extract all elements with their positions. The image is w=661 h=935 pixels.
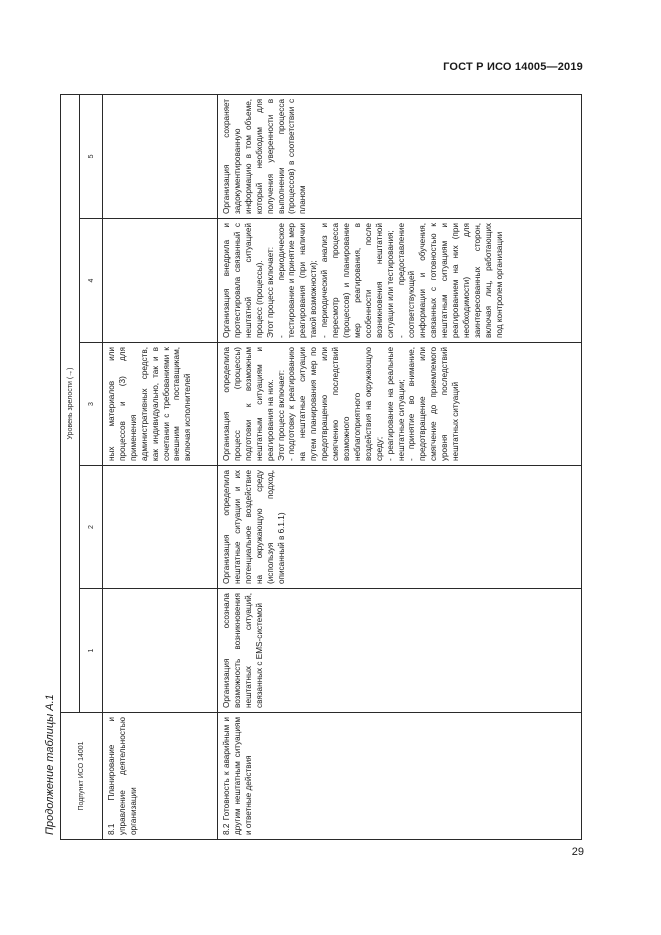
rotated-table-container xyxy=(60,95,582,840)
level-cell xyxy=(103,589,218,713)
level-header: Уровень зрелости (→) xyxy=(61,94,80,712)
level-cell: Организация определила нештатные ситуации и их потенциальное воздействие на окружающую среду (используя подход, описанный в 6.1.1) xyxy=(218,466,582,589)
cell-line: Организация внедрила и протестировала связанный с нештатной ситуацией процесс (процессы). xyxy=(222,223,264,338)
level-number: 5 xyxy=(80,94,103,218)
subclause-header: Подпункт ИСО 14001 xyxy=(61,713,103,840)
level-cell: ных материалов или процессов и (3) для применения административных средств, как индивидуально, так и в сочетании с требованиями к внешним поставщикам, включая исполнителей xyxy=(103,343,218,466)
page-number: 29 xyxy=(571,846,584,858)
subclause-cell: 8.2 Готовность к аварийным и другим нештатным ситуациям и ответные действия xyxy=(218,713,582,840)
standard-header: ГОСТ Р ИСО 14005—2019 xyxy=(443,61,583,73)
table-row xyxy=(218,94,582,839)
cell-line: Этот процесс включает: xyxy=(265,247,275,338)
cell-line: - предоставление соответствующей информации и обучения, связанных с готовностью к нештатным ситуациям и реагированием на них (при необходимости) для заинтересованных сторон, включая лиц, работающих под контролем организации xyxy=(396,223,504,338)
cell-line: - периодическое тестирование и принятие мер реагирования (при наличии такой возможности); xyxy=(276,223,319,338)
level-number: 1 xyxy=(80,589,103,713)
cell-line: Этот процесс включает: xyxy=(276,370,286,461)
level-cell xyxy=(218,343,582,466)
cell-line: Организация определила процесс (процессы) подготовки к возможным нештатным ситуациям и реагирования на них. xyxy=(222,347,275,461)
level-cell: Организация осознала возможность возникновения нештатных ситуаций, связанных с EMS-системой xyxy=(218,589,582,713)
level-cell xyxy=(103,466,218,589)
table-row xyxy=(103,94,218,839)
level-number: 4 xyxy=(80,219,103,343)
level-cell xyxy=(103,219,218,343)
maturity-table xyxy=(60,94,582,840)
level-number: 2 xyxy=(80,466,103,589)
subclause-cell: 8.1 Планирование и управление деятельностью организации xyxy=(103,713,218,840)
level-cell xyxy=(103,94,218,218)
table-caption: Продолжение таблицы А.1 xyxy=(44,694,56,835)
cell-line: - реагирование на реальные нештатные ситуации; xyxy=(385,347,406,461)
cell-line: - принятие во внимание, предотвращение или смягчение до приемлемого уровня последствий нештатных ситуаций xyxy=(407,347,461,461)
level-number: 3 xyxy=(80,343,103,466)
level-cell: Организация сохраняет задокументированную информацию в том объеме, который необходим для получения уверенности в выполнении процесса (процессов) в соответствии с планом xyxy=(218,94,582,218)
cell-line: - периодический анализ и пересмотр процесса (процессов) и планирование мер реагирования, в особенности после возникновения нештатной ситуации или тестирования; xyxy=(320,223,395,338)
level-cell xyxy=(218,219,582,343)
cell-line: - подготовку к реагированию на нештатные ситуации путем планирования мер по предотвращению или смягчению последствий возможного неблагоприятного воздействия на окружающую среду; xyxy=(287,347,384,461)
